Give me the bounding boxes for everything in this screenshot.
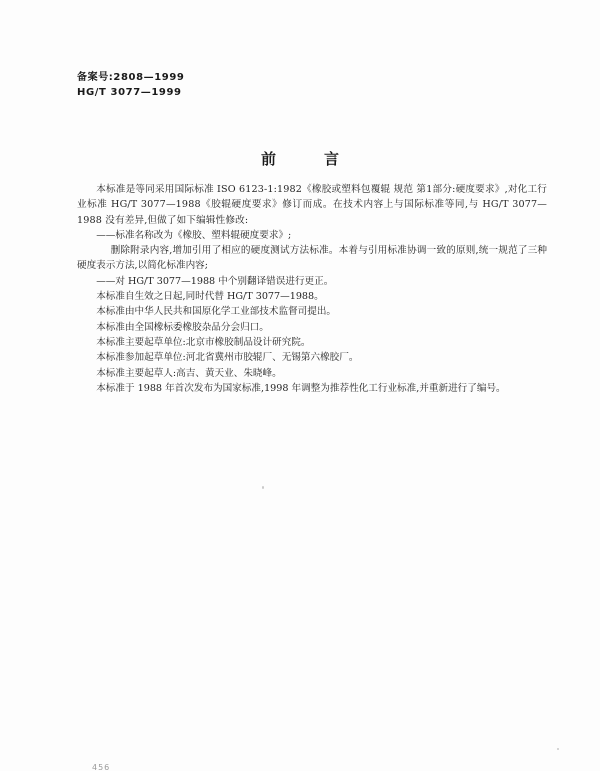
paragraph-main-drafter-unit: 本标准主要起草单位:北京市橡胶制品设计研究院。: [96, 336, 311, 348]
page-number: 456: [92, 763, 111, 772]
paragraph-history: 本标准于 1988 年首次发布为国家标准,1998 年调整为推荐性化工行业标准,并重新进行了编号。: [96, 382, 506, 394]
paragraph-administered-by: 本标准由全国橡标委橡胶杂品分会归口。: [96, 321, 269, 333]
scan-speck: [262, 486, 264, 489]
paragraph-proposed-by: 本标准由中华人民共和国原化学工业部技术监督司提出。: [96, 306, 337, 318]
paragraph-intro: 本标准是等同采用国际标准 ISO 6123-1:1982《橡胶或塑料包覆辊 规范 第1部分:硬度要求》,对化工行业标准 HG/T 3077—1988《胶辊硬度要求》修订而成。在技术内容上与国际标准等同,与 HG/T 3077—1988 没有差异,但做了如下编辑性修改:: [77, 184, 547, 226]
scan-speck: [557, 748, 559, 750]
document-header: [77, 70, 184, 100]
filing-number: 备案号:2808—1999: [77, 72, 185, 83]
list-item-title-change: ——标准名称改为《橡胶、塑料辊硬度要求》;: [96, 229, 292, 241]
list-item-translation-fix: ——对 HG/T 3077—1988 中个别翻译错误进行更正。: [96, 275, 334, 287]
foreword-body: [77, 182, 547, 396]
page-title: 前言: [260, 150, 387, 168]
paragraph-participating-units: 本标准参加起草单位:河北省冀州市胶辊厂、无锡第六橡胶厂。: [96, 352, 359, 364]
standard-code: HG/T 3077—1999: [77, 87, 182, 98]
paragraph-effective: 本标准自生效之日起,同时代替 HG/T 3077—1988。: [96, 291, 324, 303]
paragraph-main-drafters: 本标准主要起草人:高吉、黄天业、朱晓峰。: [96, 367, 282, 379]
list-item-appendix-removal: 删除附录内容,增加引用了相应的硬度测试方法标准。本着与引用标准协调一致的原则,统一规范了三种硬度表示方法,以简化标准内容;: [77, 245, 547, 272]
